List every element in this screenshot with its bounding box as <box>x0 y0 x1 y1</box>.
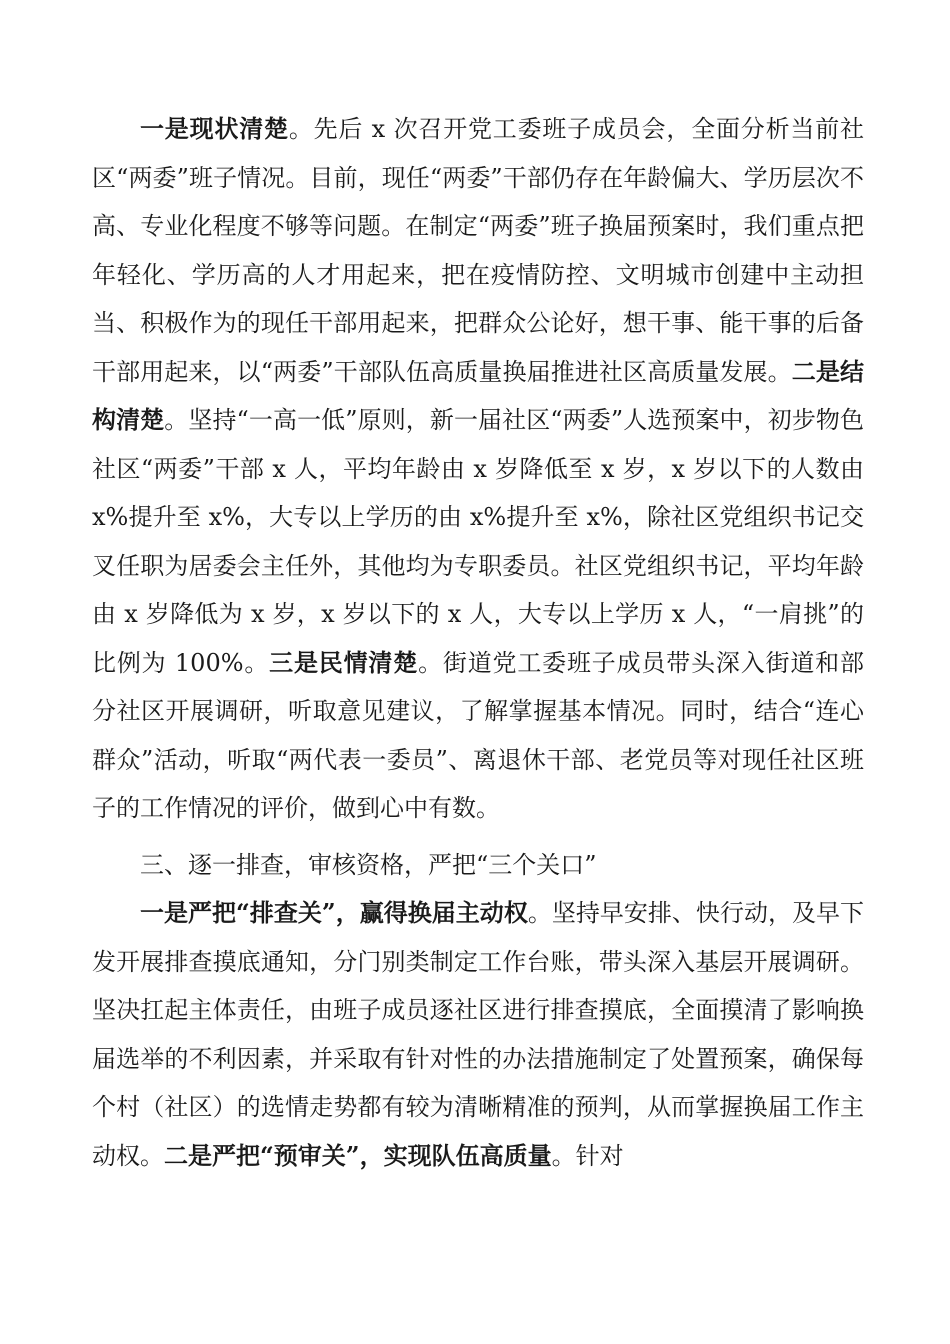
lead-public-opinion-clear: 三是民情清楚 <box>269 647 419 677</box>
text-screening: 。坚持早安排、快行动，及早下发开展排查摸底通知，分门别类制定工作台账，带头深入基层开展调研。坚决扛起主体责任，由班子成员逐社区进行排查摸底，全面摸清了影响换届选举的不利因素，并采取有针对性的办法措施制定了处置预案，确保每个村（社区）的选情走势都有较为清晰精准的预判，从而掌握换届工作主动权。 <box>92 899 865 1170</box>
lead-screening-checkpoint: 一是严把“排查关”，赢得换届主动权 <box>140 898 528 927</box>
section-heading: 三、逐一排查，审核资格，严把“三个关口” <box>140 850 597 879</box>
text-situation: 。先后 x 次召开党工委班子成员会，全面分析当前社区“两委”班子情况。目前，现任“两委”干部仍存在年龄偏大、学历层次不高、专业化程度不够等问题。在制定“两委”班子换届预案时，我们重点把年轻化、学历高的人才用起来，把在疫情防控、文明城市创建中主动担当、积极作为的现任干部用起来，把群众公论好，想干事、能干事的后备干部用起来，以“两委”干部队伍高质量换届推进社区高质量发展。 <box>92 115 865 386</box>
text-prereview: 。针对 <box>551 1141 624 1170</box>
document-body <box>92 105 864 1180</box>
text-structure: 。坚持“一高一低”原则，新一届社区“两委”人选预案中，初步物色社区“两委”干部 x 人，平均年龄由 x 岁降低至 x 岁，x 岁以下的人数由 x%提升至 x%，大专以上学历的由 x%提升至 x%，除社区党组织书记交叉任职为居委会主任外，其他均为专职委员。社区党组织书记，平均年龄由 x 岁降低为 x 岁，x 岁以下的 x 人，大专以上学历 x 人，“一肩挑”的比例为 100%。 <box>92 406 864 677</box>
paragraph-checkpoints <box>92 889 864 1180</box>
text-public-opinion: 。街道党工委班子成员带头深入街道和部分社区开展调研，听取意见建议，了解掌握基本情况。同时，结合“连心群众”活动，听取“两代表一委员”、离退休干部、老党员等对现任社区班子的工作情况的评价，做到心中有数。 <box>92 648 864 822</box>
paragraph-situation <box>92 105 864 833</box>
lead-situation-clear: 一是现状清楚 <box>140 114 289 143</box>
lead-structure-clear: 二是结构清楚 <box>92 356 864 434</box>
lead-prereview-checkpoint: 二是严把“预审关”，实现队伍高质量 <box>164 1140 552 1170</box>
